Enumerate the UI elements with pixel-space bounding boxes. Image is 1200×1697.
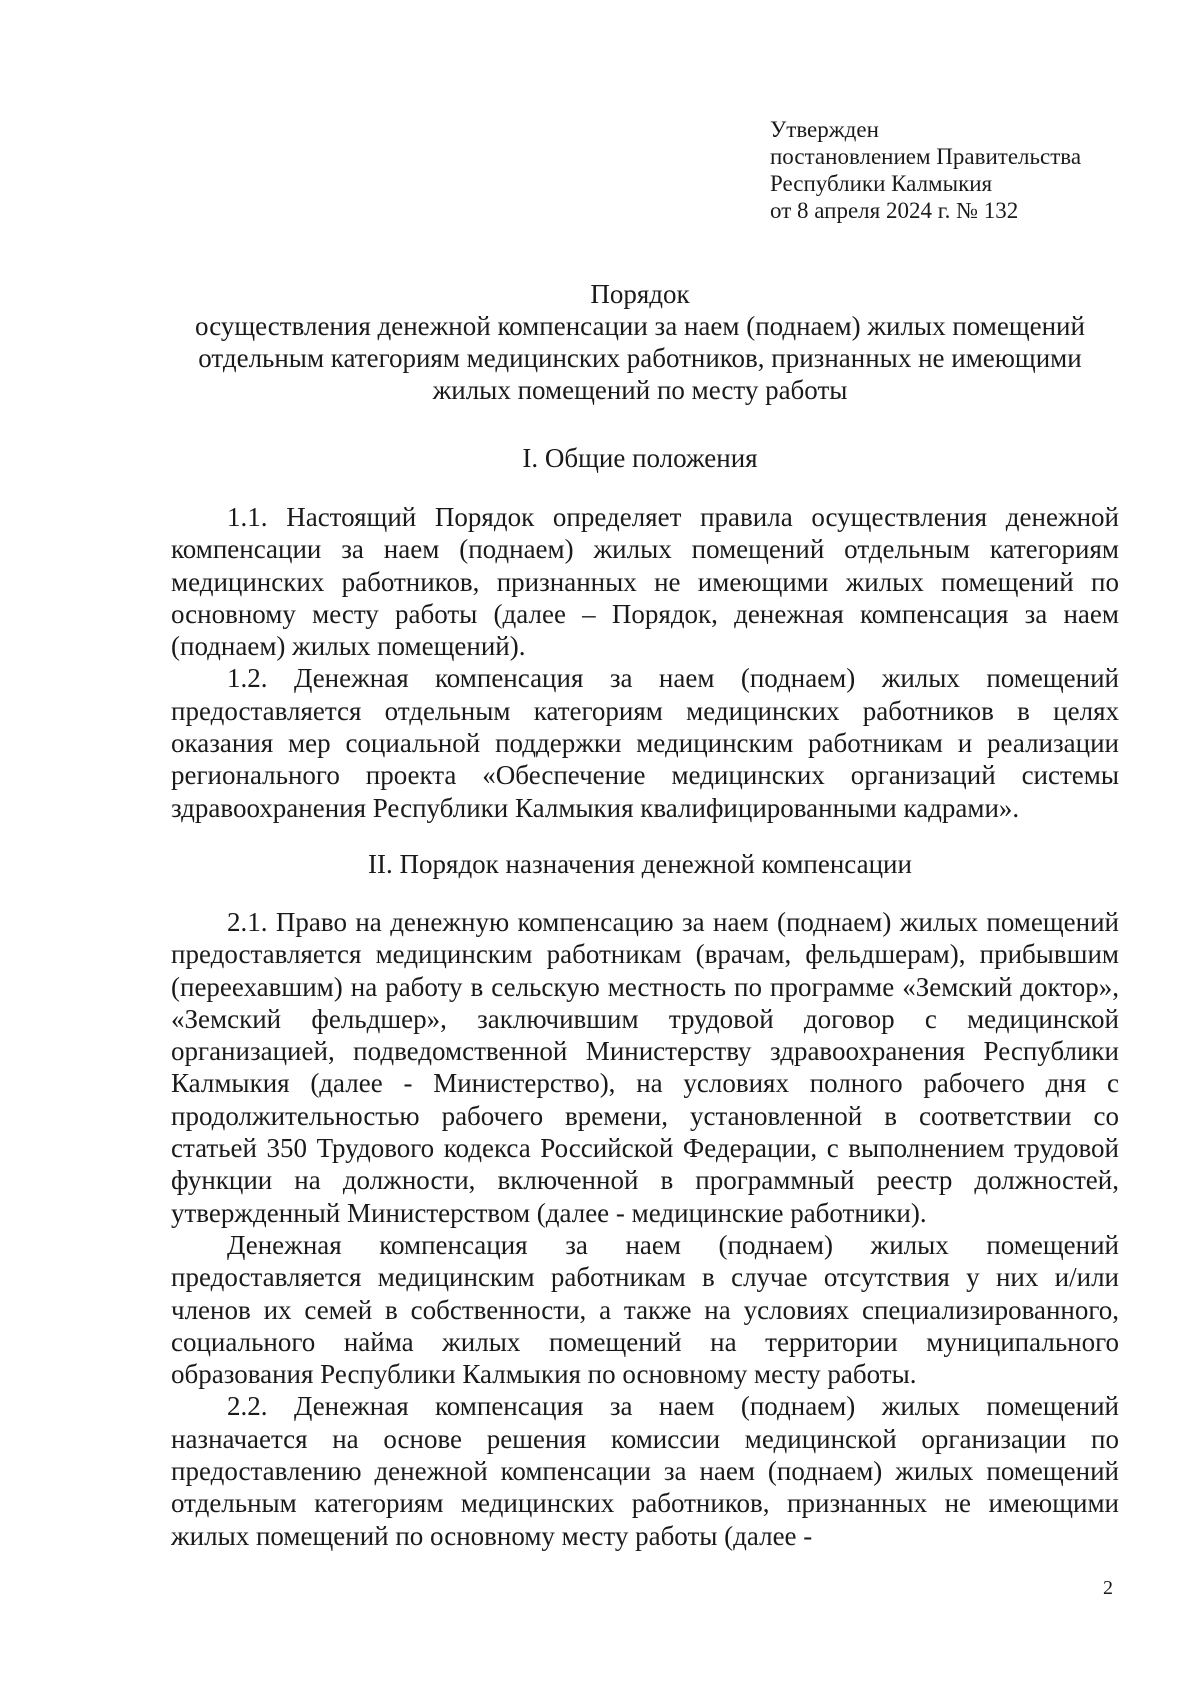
approval-stamp bbox=[770, 116, 1081, 224]
paragraph-2-2: 2.2. Денежная компенсация за наем (поднаем) жилых помещений назначается на основе решения комиссии медицинской организации по предоставлению денежной компенсации за наем (поднаем) жилых помещений отдельным категориям медицинских работников, признанных не имеющими жилых помещений по основному месту работы (далее - bbox=[171, 1391, 1119, 1551]
title-line-1: Порядок bbox=[590, 279, 690, 309]
section-1-body bbox=[171, 501, 1119, 824]
approval-line-4: от 8 апреля 2024 г. № 132 bbox=[770, 198, 1019, 223]
paragraph-1-1: 1.1. Настоящий Порядок определяет правила осуществления денежной компенсации за наем (поднаем) жилых помещений отдельным категориям медицинских работников, признанных не имеющими жилых помещений по основному месту работы (далее – Порядок, денежная компенсация за наем (поднаем) жилых помещений). bbox=[171, 502, 1119, 662]
paragraph-2-1: 2.1. Право на денежную компенсацию за наем (поднаем) жилых помещений предоставляется медицинским работникам (врачам, фельдшерам), прибывшим (переехавшим) на работу в сельскую местность по программе «Земский доктор», «Земский фельдшер», заключившим трудовой договор с медицинской организацией, подведомственной Министерству здравоохранения Республики Калмыкия (далее - Министерство), на условиях полного рабочего дня с продолжительностью рабочего времени, установленной в соответствии со статьей 350 Трудового кодекса Российской Федерации, с выполнением трудовой функции на должности, включенной в программный реестр должностей, утвержденный Министерством (далее - медицинские работники). bbox=[171, 907, 1119, 1228]
title-line-4: жилых помещений по месту работы bbox=[432, 375, 848, 405]
approval-line-1: Утвержден bbox=[770, 117, 879, 142]
paragraph-1-2: 1.2. Денежная компенсация за наем (поднаем) жилых помещений предоставляется отдельным категориям медицинских работников в целях оказания мер социальной поддержки медицинским работникам и реализации регионального проекта «Обеспечение медицинских организаций системы здравоохранения Республики Калмыкия квалифицированными кадрами». bbox=[171, 663, 1119, 823]
paragraph-2-1-continuation: Денежная компенсация за наем (поднаем) жилых помещений предоставляется медицинским работникам в случае отсутствия у них и/или членов их семей в собственности, а также на условиях специализированного, социального найма жилых помещений на территории муниципального образования Республики Калмыкия по основному месту работы. bbox=[171, 1229, 1119, 1390]
title-line-2: осуществления денежной компенсации за наем (поднаем) жилых помещений bbox=[195, 311, 1085, 341]
title-line-3: отдельным категориям медицинских работников, признанных не имеющими bbox=[198, 343, 1082, 373]
approval-line-2: постановлением Правительства bbox=[770, 144, 1082, 169]
section-2-heading: II. Порядок назначения денежной компенсации bbox=[368, 849, 912, 879]
section-2-body bbox=[171, 906, 1119, 1552]
section-1-heading: I. Общие положения bbox=[522, 443, 758, 473]
approval-line-3: Республики Калмыкия bbox=[770, 171, 993, 196]
document-title bbox=[160, 278, 1120, 406]
page-number: 2 bbox=[1103, 1577, 1113, 1599]
